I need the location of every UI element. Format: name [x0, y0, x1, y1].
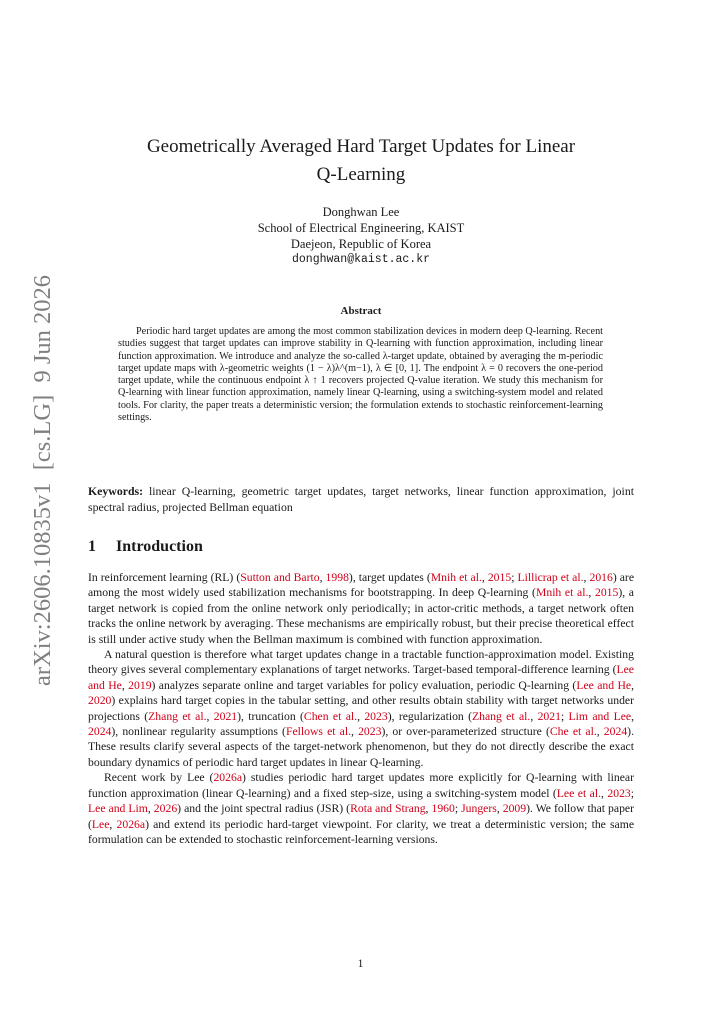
citation-link[interactable]: Lim and Lee [568, 709, 632, 723]
section-heading [88, 538, 203, 556]
paper-title [88, 133, 634, 189]
author-email: donghwan@kaist.ac.kr [291, 253, 431, 266]
citation-link[interactable]: 2016 [589, 571, 613, 584]
paragraph-text: , [121, 678, 129, 692]
citation-link[interactable]: Rota and Strang [350, 802, 426, 816]
section-title: Introduction [116, 538, 203, 555]
keywords-block [88, 484, 634, 515]
citation-link[interactable]: 2026 [153, 802, 178, 816]
paragraph-text: ) are among the most widely used stabilization mechanisms for bootstrapping. In deep Q-learning ( [88, 571, 635, 600]
citation-link[interactable]: Fellows et al. [285, 725, 352, 739]
paragraph-text: , [351, 725, 359, 739]
citation-link[interactable]: 2026a [116, 817, 146, 831]
paragraph-1 [88, 570, 634, 647]
paragraph-text: A natural question is therefore what target updates change in a tractable function-approximation model. Existing theory gives several complementary explanations of target networks. Target-based temporal-difference learning ( [88, 648, 634, 677]
paragraph-text: , [481, 571, 488, 584]
paragraph-text: , [631, 678, 634, 692]
paragraph-text: ). We follow that paper ( [88, 802, 634, 831]
title-line-2: Q-Learning [316, 164, 406, 185]
paragraph-text: ), nonlinear regularity assumptions ( [111, 725, 286, 739]
section-number: 1 [88, 538, 96, 555]
citation-link[interactable]: Lee [91, 817, 110, 831]
keywords-text: linear Q-learning, geometric target updates, target networks, linear function approximation, joint spectral radius, projected Bellman equation [88, 484, 634, 514]
title-line-1: Geometrically Averaged Hard Target Updates for Linear [146, 136, 576, 157]
paragraph-text: ; [454, 802, 462, 816]
citation-link[interactable]: Mnih et al. [430, 571, 482, 584]
citation-link[interactable]: Sutton and Barto [240, 571, 320, 584]
paragraph-text: , [357, 709, 365, 723]
citation-link[interactable]: 2023 [607, 786, 631, 800]
citation-link[interactable]: 1998 [325, 571, 349, 584]
citation-link[interactable]: 2023 [364, 709, 388, 723]
introduction-body [88, 570, 634, 847]
author-name: Donghwan Lee [322, 205, 400, 219]
paragraph-text: ), truncation ( [237, 709, 304, 723]
paragraph-3 [88, 770, 634, 847]
paragraph-text: ) explains hard target copies in the tabular setting, and other results obtain stability with target networks under projections ( [88, 694, 634, 723]
paragraph-text: ) analyzes separate online and target variables for policy evaluation, periodic Q-learning ( [151, 678, 577, 692]
arxiv-sidebar [6, 0, 66, 1019]
citation-link[interactable]: 2026a [213, 771, 243, 785]
paragraph-text: , [601, 786, 608, 800]
author-location: Daejeon, Republic of Korea [290, 237, 432, 251]
citation-link[interactable]: Jungers [461, 802, 497, 816]
paragraph-text: In reinforcement learning (RL) ( [88, 571, 241, 584]
citation-link[interactable]: Zhang et al. [148, 709, 207, 723]
citation-link[interactable]: 2021 [213, 709, 238, 723]
citation-link[interactable]: 2015 [487, 571, 512, 584]
citation-link[interactable]: 2024 [88, 725, 112, 739]
paragraph-text: , [147, 802, 154, 816]
paragraph-text: , [631, 709, 635, 723]
citation-link[interactable]: 1960 [431, 802, 455, 816]
citation-link[interactable]: Zhang et al. [471, 709, 531, 723]
citation-link[interactable]: Lee and Lim [88, 802, 148, 816]
citation-link[interactable]: Lee and He [88, 663, 634, 692]
paragraph-text: ), target updates ( [348, 571, 431, 584]
citation-link[interactable]: 2019 [128, 678, 152, 692]
paragraph-text: ; [630, 786, 634, 800]
arxiv-sidebar-svg [6, 0, 66, 1019]
citation-link[interactable]: Chen et al. [303, 709, 358, 723]
paragraph-text: ) studies periodic hard target updates more explicitly for Q-learning with linear function approximation (linear Q-learning) and a fixed step-size, using a switching-system model ( [88, 771, 634, 800]
paragraph-text: ) and the joint spectral radius (JSR) ( [177, 802, 351, 816]
paragraph-text: , [496, 802, 503, 816]
citation-link[interactable]: 2015 [594, 586, 619, 600]
abstract-text: Periodic hard target updates are among the most common stabilization devices in modern deep Q-learning. Recent studies suggest that target updates can improve stability in Q-learning with function approximation, including linear function approximation. We introduce and analyze the so-called λ-target update, obtained by averaging the m-periodic target update maps with λ-geometric weights (1 − λ)λ^(m−1), λ ∈ [0, 1]. The endpoint λ = 0 recovers the one-period target update, while the continuous endpoint λ ↑ 1 recovers projected Q-value iteration. We study this mechanism for Q-learning with linear function approximation, namely linear Q-learning, using a switching-system model and related tools. For clarity, the paper treats a deterministic version; the formulation extends to stochastic reinforcement-learning settings. [118, 326, 603, 424]
citation-link[interactable]: Lee and He [576, 678, 632, 692]
paragraph-text: Recent work by Lee ( [104, 771, 214, 785]
paragraph-text: , [109, 817, 117, 831]
citation-link[interactable]: 2020 [88, 694, 112, 708]
citation-link[interactable]: 2009 [502, 802, 527, 816]
paragraph-text: , [530, 709, 538, 723]
author-block [88, 204, 634, 268]
paragraph-text: ) and extend its periodic hard-target viewpoint. For clarity, we treat a deterministic version; the same formulation can be extended to stochastic reinforcement-learning versions. [88, 817, 635, 846]
page-number: 1 [357, 958, 364, 970]
citation-link[interactable]: Lillicrap et al. [517, 571, 584, 584]
paragraph-text: , [596, 725, 604, 739]
paragraph-text: , [319, 571, 326, 584]
paragraph-text: ), regularization ( [387, 709, 472, 723]
arxiv-id-label: arXiv:2606.10835v1 [cs.LG] 9 Jun 2026 [29, 274, 56, 686]
citation-link[interactable]: 2023 [358, 725, 382, 739]
paragraph-text: , [206, 709, 214, 723]
keywords-label: Keywords: [88, 484, 144, 498]
paragraph-text: ; [560, 709, 569, 723]
citation-link[interactable]: 2024 [603, 725, 628, 739]
paragraph-2 [88, 647, 634, 770]
paragraph-text: ), a target network is copied from the online network only periodically; in actor-critic methods, a target network often tracks the online network by averaging. These mechanisms are empirically robust, but their precise theoretical effect is still under active study when the Bellman maximum is combined with function approximation. [88, 586, 634, 646]
paragraph-text: ), or over-parameterized structure ( [381, 725, 550, 739]
author-affiliation: School of Electrical Engineering, KAIST [257, 221, 465, 235]
paragraph-text: , [583, 571, 590, 584]
paragraph-text: , [425, 802, 432, 816]
paragraph-text: , [588, 586, 595, 600]
citation-link[interactable]: Lee et al. [556, 786, 601, 800]
citation-link[interactable]: Mnih et al. [535, 586, 589, 600]
citation-link[interactable]: 2021 [537, 709, 561, 723]
citation-link[interactable]: Che et al. [549, 725, 597, 739]
paragraph-text: ; [511, 571, 518, 584]
abstract-heading: Abstract [340, 305, 382, 317]
paragraph-text: ). These results clarify several aspects of the target-network phenomenon, but they do not directly describe the exact boundary dynamics of periodic hard target updates in linear Q-learning. [88, 725, 634, 769]
